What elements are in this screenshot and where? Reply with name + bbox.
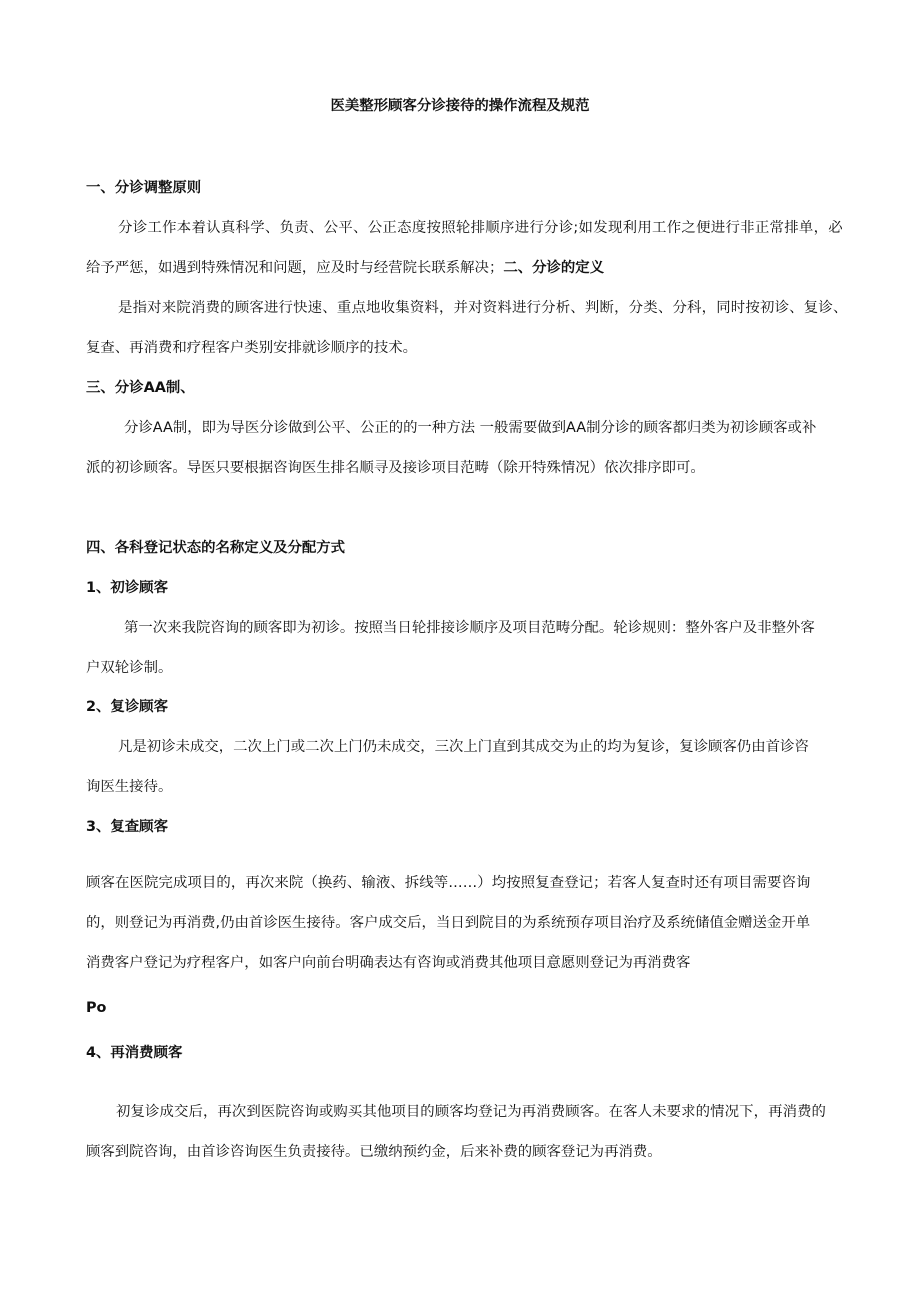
subsection-1-text-line-2: 户双轮诊制。 [86,660,173,676]
section-2-heading: 二、分诊的定义 [503,260,605,276]
section-3-text-line-2: 派的初诊顾客。导医只要根据咨询医生排名顺寻及接诊项目范畴（除开特殊情况）依次排序即可。 [86,460,705,476]
section-2-text-line-2: 复查、再消费和疗程客户类别安排就诊顺序的技术。 [86,340,417,356]
subsection-2-text-line-1: 凡是初诊未成交，二次上门或二次上门仍未成交，三次上门直到其成交为止的均为复诊，复诊顾客仍由首诊咨 [118,739,809,755]
subsection-3-text-line-4: Po [86,1000,107,1016]
subsection-2-heading: 2、复诊顾客 [86,699,168,715]
section-1-text-line-2-group [86,258,604,278]
section-3-text-line-1: 分诊AA制，即为导医分诊做到公平、公正的的一种方法 一般需要做到AA制分诊的顾客都归类为初诊顾客或补 [124,420,817,436]
section-1-text-line-1: 分诊工作本着认真科学、负责、公平、公正态度按照轮排顺序进行分诊;如发现利用工作之便进行非正常排单，必 [118,220,843,236]
subsection-3-heading: 3、复查顾客 [86,819,168,835]
page-title: 医美整形顾客分诊接待的操作流程及规范 [330,98,590,114]
subsection-1-heading: 1、初诊顾客 [86,580,168,596]
subsection-4-text-line-2: 顾客到院咨询，由首诊咨询医生负责接待。已缴纳预约金，后来补费的顾客登记为再消费。 [86,1144,662,1160]
subsection-3-text-line-3: 消费客户登记为疗程客户，如客户向前台明确表达有咨询或消费其他项目意愿则登记为再消费客 [86,955,691,971]
section-3-heading: 三、分诊AA制、 [86,380,195,396]
subsection-2-text-line-2: 询医生接待。 [86,779,173,795]
section-1-heading: 一、分诊调整原则 [86,180,202,196]
subsection-4-heading: 4、再消费顾客 [86,1045,183,1061]
subsection-3-text-line-2: 的，则登记为再消费,仍由首诊医生接待。客户成交后，当日到院目的为系统预存项目治疗及系统储值金赠送金开单 [86,915,811,931]
subsection-3-text-line-1: 顾客在医院完成项目的，再次来院（换药、输液、拆线等……）均按照复查登记；若客人复查时还有项目需要咨询 [86,875,811,891]
section-1-text-line-2: 给予严惩，如遇到特殊情况和问题，应及时与经营院长联系解决； [86,260,504,276]
subsection-4-text-line-1: 初复诊成交后，再次到医院咨询或购买其他项目的顾客均登记为再消费顾客。在客人未要求的情况下，再消费的 [116,1104,827,1120]
section-4-heading: 四、各科登记状态的名称定义及分配方式 [86,540,346,556]
subsection-1-text-line-1: 第一次来我院咨询的顾客即为初诊。按照当日轮排接诊顺序及项目范畴分配。轮诊规则：整外客户及非整外客 [124,620,815,636]
section-2-text-line-1: 是指对来院消费的顾客进行快速、重点地收集资料，并对资料进行分析、判断，分类、分科，同时按初诊、复诊、 [118,300,848,316]
